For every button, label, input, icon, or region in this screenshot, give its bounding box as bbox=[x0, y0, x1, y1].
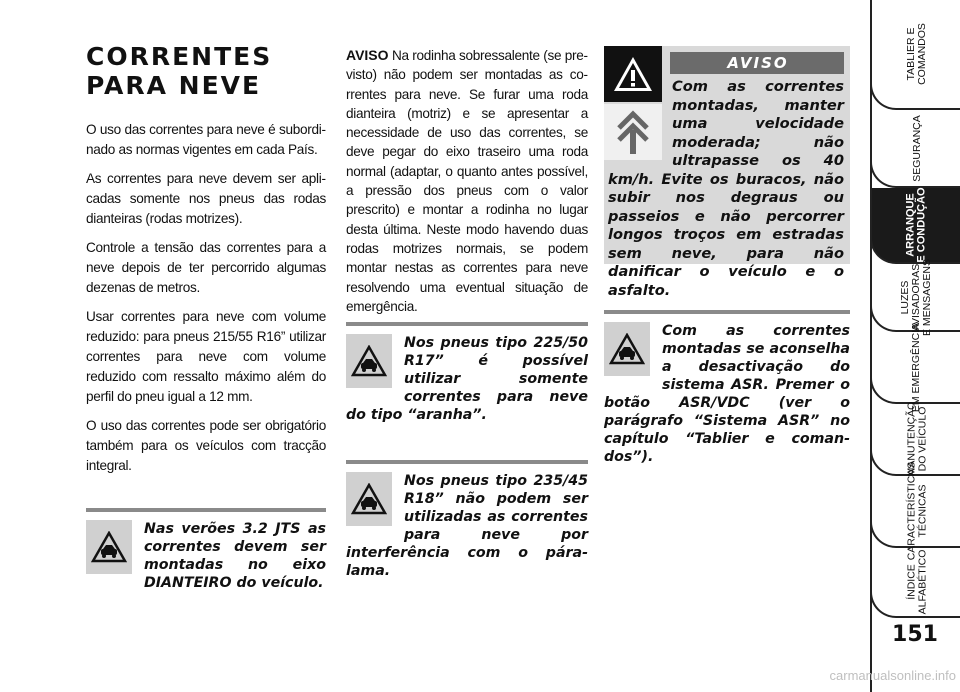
note-text: Com as correntes montadas se aconselha a desactivação do sistema ASR. Premer o botão ASR/VDC (ver o parágrafo “Sistema ASR” no capítulo “Tablier e comandos”). bbox=[604, 323, 850, 465]
page-title-line-1: CORRENTES bbox=[86, 42, 273, 71]
tab-tablier-comandos[interactable] bbox=[870, 0, 960, 110]
note-225-tyres bbox=[346, 322, 588, 424]
tab-luzes-avisadoras[interactable] bbox=[870, 258, 960, 336]
tab-label: LUZES AVISADORAS E MENSAGENS bbox=[899, 258, 934, 336]
aviso-paragraph bbox=[346, 46, 588, 316]
warning-icons bbox=[604, 46, 662, 162]
tab-label: CARACTERÍSTICAS TÉCNICAS bbox=[905, 461, 929, 561]
middle-column bbox=[346, 46, 588, 325]
snow-road-icon bbox=[604, 104, 662, 160]
tab-seguranca[interactable] bbox=[870, 110, 960, 188]
car-on-slope-icon bbox=[346, 334, 392, 388]
car-on-slope-icon bbox=[86, 520, 132, 574]
tab-label: ARRANQUE E CONDUÇÃO bbox=[904, 187, 928, 263]
tab-label: MANUTENÇÃO DO VEÍCULO bbox=[904, 401, 928, 477]
warning-text: Com as correntes montadas, manter uma velocidade moderada; não ultrapasse os 40 km/h. Evite os buracos, não subir nos degraus ou passeios e não percorrer longos troços em estradas sem neve, para não danificar o veículo e o asfalto. bbox=[608, 78, 844, 299]
paragraph: O uso das correntes pode ser obrigatório também para os veículos com tracção integral. bbox=[86, 418, 326, 473]
note-asr bbox=[604, 310, 850, 466]
chapter-sidebar bbox=[870, 0, 960, 692]
tab-label: EM EMERGÊNCIA bbox=[910, 322, 923, 412]
warning-box bbox=[604, 46, 850, 299]
warning-triangle-icon bbox=[604, 46, 662, 102]
tab-indice-alfabetico[interactable] bbox=[870, 548, 960, 618]
watermark: carmanualsonline.info bbox=[829, 668, 956, 683]
tab-arranque-conducao[interactable] bbox=[870, 188, 960, 264]
page-title bbox=[86, 42, 326, 100]
paragraph: Controle a tensão das correntes para a neve depois de ter percorrido algumas dezenas de metros. bbox=[86, 240, 326, 295]
tab-caracteristicas[interactable] bbox=[870, 461, 960, 561]
car-on-slope-icon bbox=[346, 472, 392, 526]
aviso-lead: AVISO bbox=[346, 47, 389, 63]
tab-label: TABLIER E COMANDOS bbox=[905, 23, 928, 85]
page-title-line-2: PARA NEVE bbox=[86, 71, 262, 100]
note-text: Nos pneus tipo 235/45 R18” não podem ser utilizadas as correntes para neve por interferência com o pára-lama. bbox=[346, 473, 588, 579]
tab-em-emergencia[interactable] bbox=[870, 322, 960, 412]
warning-header: AVISO bbox=[670, 52, 844, 74]
paragraph: O uso das correntes para neve é subordinado as normas vigentes em cada País. bbox=[86, 122, 326, 157]
note-front-axle bbox=[86, 508, 326, 592]
paragraph: Usar correntes para neve com volume reduzido: para pneus 215/55 R16” utilizar correntes para neve com volume reduzido com ressalto máximo além do perfil do pneu igual a 12 mm. bbox=[86, 309, 326, 404]
tab-label: SEGURANÇA bbox=[910, 114, 923, 182]
note-text: Nos pneus tipo 225/50 R17” é possível utilizar somente correntes para neve do tipo “aranha”. bbox=[346, 335, 588, 423]
page-number: 151 bbox=[892, 622, 938, 647]
sidebar-rule bbox=[870, 0, 872, 692]
paragraph: As correntes para neve devem ser aplicadas somente nos pneus das rodas dianteiras (rodas motrizes). bbox=[86, 171, 326, 226]
note-235-tyres bbox=[346, 460, 588, 580]
note-text: Nas verões 3.2 JTS as correntes devem ser montadas no eixo DIANTEIRO do veículo. bbox=[144, 521, 326, 591]
aviso-text: Na rodinha sobressalente (se previsto) não podem ser montadas as correntes para neve. Se furar uma roda dianteira (motriz) e se apresentar a necessidade de uso das correntes, se deve pegar do eixo traseiro uma roda normal (adaptar, o quanto antes possível, a pressão dos pneus com o valor prescrito) e montar a rodinha no lugar desta última. Neste modo havendo duas rodas motrizes normais, se podem montar nestas as correntes para neve resolvendo uma eventual situação de emergência. bbox=[346, 48, 588, 314]
car-on-slope-icon bbox=[604, 322, 650, 376]
left-column bbox=[86, 120, 326, 485]
tab-label: ÍNDICE ALFABÉTICO bbox=[905, 549, 928, 615]
